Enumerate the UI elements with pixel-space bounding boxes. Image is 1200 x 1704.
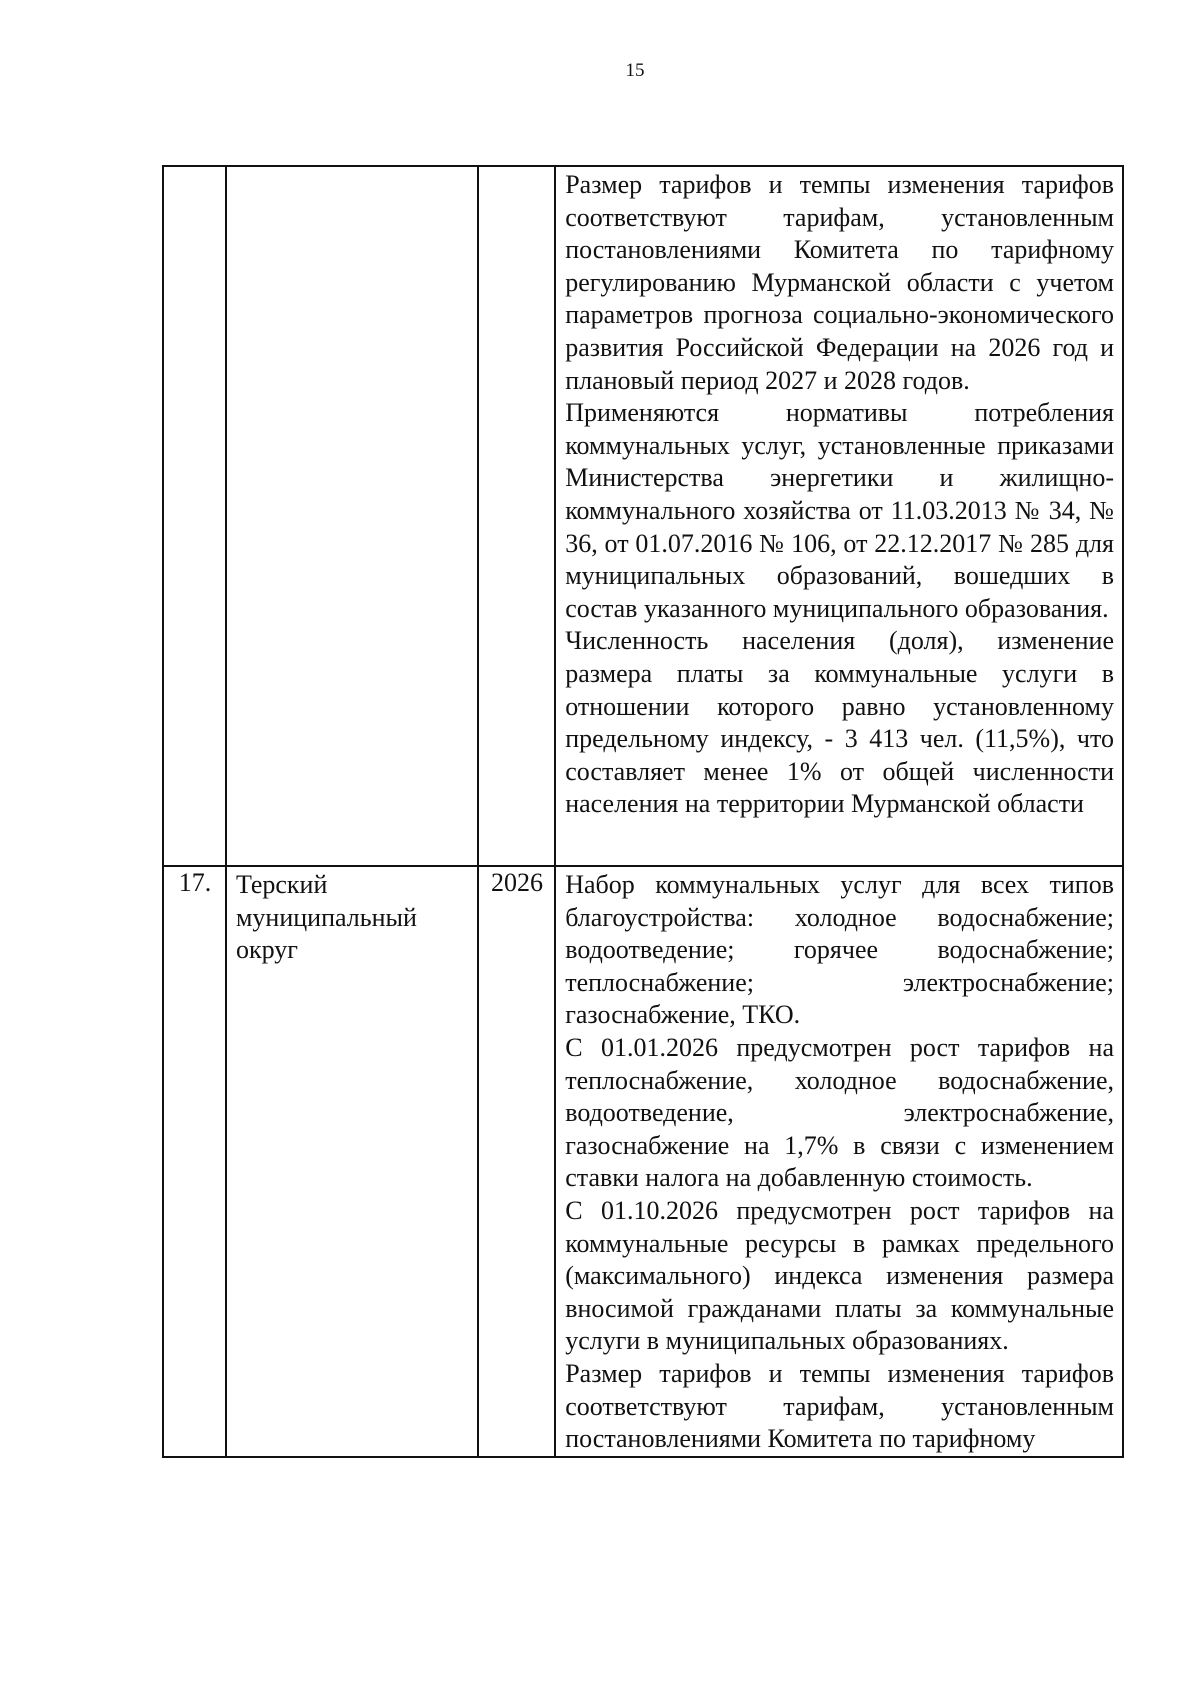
tariff-table xyxy=(162,165,1124,1458)
description-cell xyxy=(555,866,1123,1457)
paragraph: С 01.10.2026 предусмотрен рост тарифов на коммунальные ресурсы в рамках предельного (максимального) индекса изменения размера вносимой гражданами платы за коммунальные услуги в муниципальных образованиях. xyxy=(565,1195,1114,1356)
municipality-name: Терский муниципальный округ xyxy=(235,870,417,965)
table-row xyxy=(163,166,1123,866)
paragraph: Численность населения (доля), изменение размера платы за коммунальные услуги в отношении которого равно установленному предельному индексу, - 3 413 чел. (11,5%), что составляет менее 1% от общей численности населения на территории Мурманской области xyxy=(565,626,1114,819)
year-cell xyxy=(478,166,555,866)
description-cell xyxy=(555,166,1123,866)
table-row xyxy=(163,866,1123,1457)
municipality-cell xyxy=(226,166,478,866)
year-cell: 2026 xyxy=(478,866,555,1457)
municipality-cell xyxy=(226,866,478,1457)
row-number-cell xyxy=(163,166,226,866)
page-number: 15 xyxy=(625,60,645,81)
row-number-cell: 17. xyxy=(163,866,226,1457)
municipality-name xyxy=(236,167,469,169)
paragraph: С 01.01.2026 предусмотрен рост тарифов на теплоснабжение, холодное водоснабжение, водоотведение, электроснабжение, газоснабжение на 1,7% в связи с изменением ставки налога на добавленную стоимость. xyxy=(565,1032,1114,1193)
paragraph: Набор коммунальных услуг для всех типов благоустройства: холодное водоснабжение; водоотведение; горячее водоснабжение; теплоснабжение; электроснабжение; газоснабжение, ТКО. xyxy=(565,870,1114,1030)
paragraph: Размер тарифов и темпы изменения тарифов соответствуют тарифам, установленным постановлениями Комитета по тарифному xyxy=(565,1358,1114,1454)
paragraph: Размер тарифов и темпы изменения тарифов соответствуют тарифам, установленным постановлениями Комитета по тарифному регулированию Мурманской области с учетом параметров прогноза социально-экономического развития Российской Федерации на 2026 год и плановый период 2027 и 2028 годов. xyxy=(565,170,1114,395)
paragraph: Применяются нормативы потребления коммунальных услуг, установленные приказами Министерства энергетики и жилищно-коммунального хозяйства от 11.03.2013 № 34, № 36, от 01.07.2016 № 106, от 22.12.2017 № 285 для муниципальных образований, вошедших в состав указанного муниципального образования. xyxy=(565,398,1114,623)
